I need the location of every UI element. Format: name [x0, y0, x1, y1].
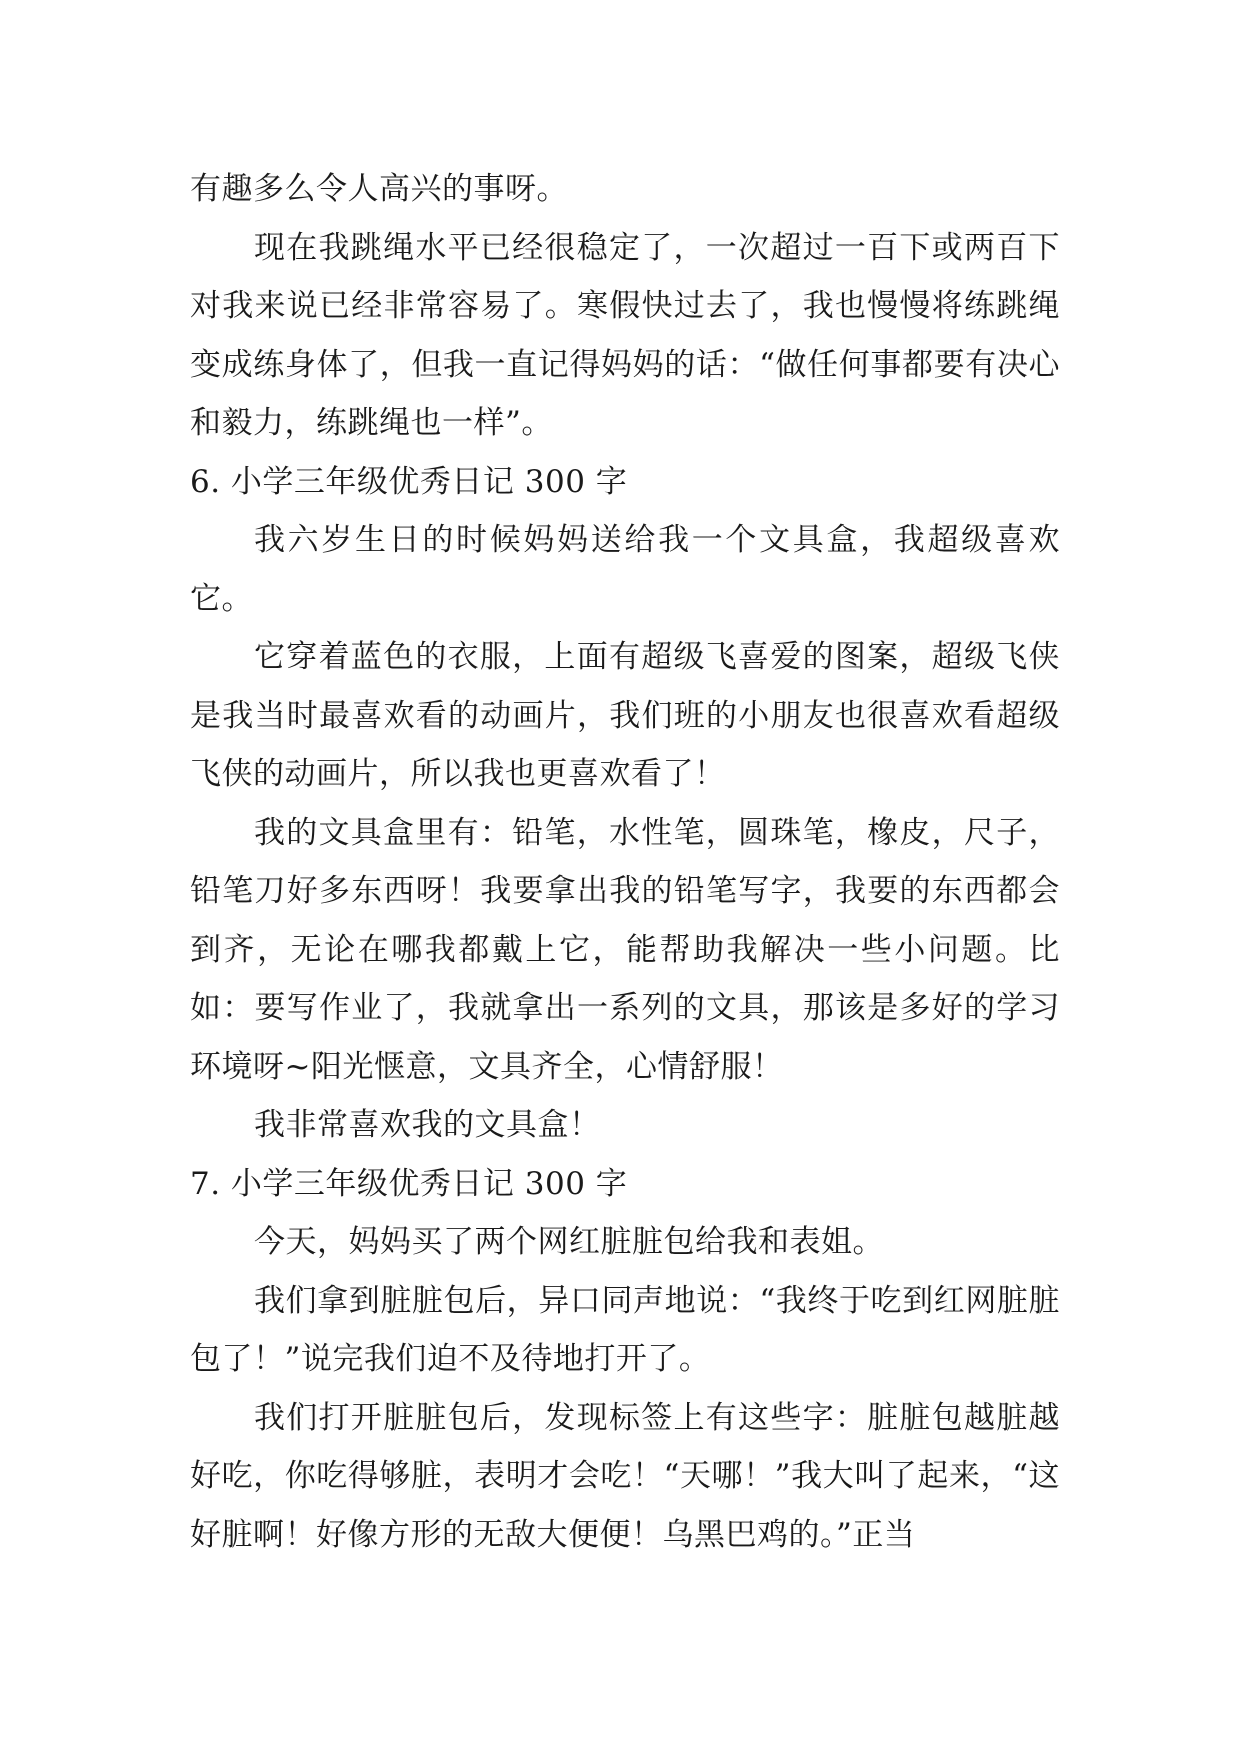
paragraph: 我的文具盒里有：铅笔，水性笔，圆珠笔，橡皮，尺子，铅笔刀好多东西呀！我要拿出我的铅笔写字，我要的东西都会到齐，无论在哪我都戴上它，能帮助我解决一些小问题。比如：要写作业了，我就拿出一系列的文具，那该是多好的学习环境呀~阳光惬意，文具齐全，心情舒服！ [190, 814, 1060, 1085]
section-heading: 6. 小学三年级优秀日记 300 字 [190, 463, 628, 500]
paragraph: 我们打开脏脏包后，发现标签上有这些字：脏脏包越脏越好吃，你吃得够脏，表明才会吃！“天哪！”我大叫了起来，“这好脏啊！好像方形的无敌大便便！乌黑巴鸡的。”正当 [190, 1399, 1060, 1553]
paragraph: 现在我跳绳水平已经很稳定了，一次超过一百下或两百下对我来说已经非常容易了。寒假快过去了，我也慢慢将练跳绳变成练身体了，但我一直记得妈妈的话：“做任何事都要有决心和毅力，练跳绳也一样”。 [190, 229, 1060, 441]
document-body [190, 160, 1060, 1564]
paragraph: 我非常喜欢我的文具盒！ [254, 1107, 601, 1143]
paragraph: 今天，妈妈买了两个网红脏脏包给我和表姐。 [254, 1224, 884, 1260]
section-heading: 7. 小学三年级优秀日记 300 字 [190, 1165, 628, 1202]
paragraph: 有趣多么令人高兴的事呀。 [190, 171, 568, 207]
paragraph: 我六岁生日的时候妈妈送给我一个文具盒，我超级喜欢它。 [190, 522, 1060, 617]
paragraph: 我们拿到脏脏包后，异口同声地说：“我终于吃到红网脏脏包了！”说完我们迫不及待地打开了。 [190, 1282, 1060, 1377]
paragraph: 它穿着蓝色的衣服，上面有超级飞喜爱的图案，超级飞侠是我当时最喜欢看的动画片，我们班的小朋友也很喜欢看超级飞侠的动画片，所以我也更喜欢看了！ [190, 639, 1060, 792]
